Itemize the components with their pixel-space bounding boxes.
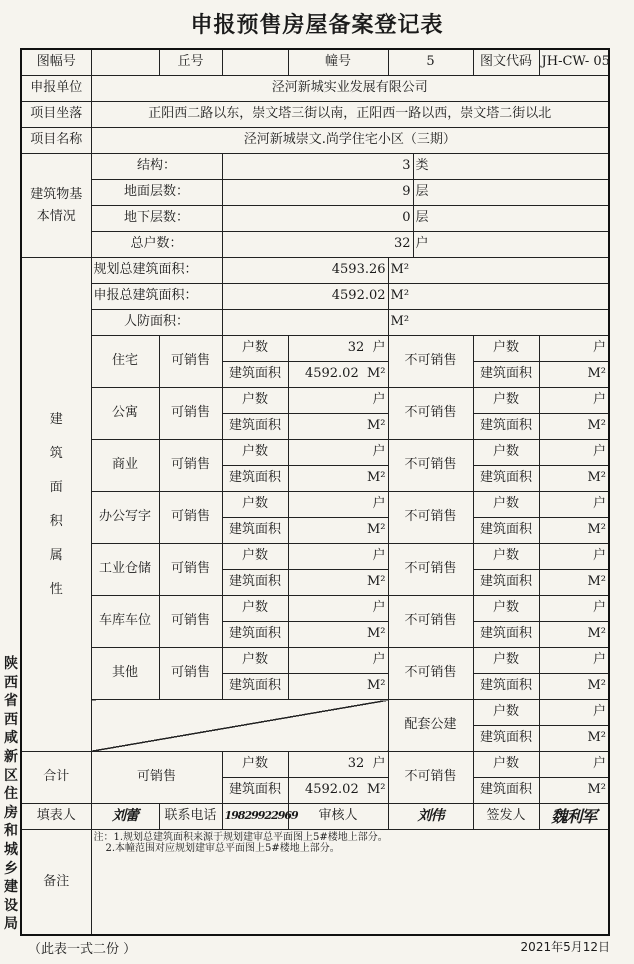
hill-no-label: 丘号 [159,49,222,76]
issuer-label: 签发人 [473,804,539,830]
code-label: 图文代码 [473,49,539,76]
structure-label: 结构： [91,154,222,180]
filler-signature: 刘蕾 [91,804,159,830]
applicant-row [21,76,609,102]
planned-area-unit: M² [388,258,609,284]
unsellable-households: 户 [539,648,609,674]
civil-defense-row [21,310,609,336]
unsellable-label: 不可销售 [388,492,473,544]
category-row [21,544,609,570]
total-row [21,752,609,778]
category-row [21,492,609,518]
total-unsellable-households: 户 [539,752,609,778]
category-name: 公寓 [91,388,159,440]
unsellable-label: 不可销售 [388,440,473,492]
sellable-label: 可销售 [159,544,222,596]
sellable-area: M² [288,466,388,492]
remarks-row [21,830,609,936]
applicant-value: 泾河新城实业发展有限公司 [91,76,609,102]
area-label: 建筑面积 [473,518,539,544]
area-label: 建筑面积 [222,778,288,804]
facility-row [21,700,609,726]
code-value: JH-CW- 05 [539,49,609,76]
unsellable-area: M² [539,674,609,700]
sellable-area: M² [288,518,388,544]
above-floors-value: 9 [222,180,413,206]
unsellable-households: 户 [539,388,609,414]
applicant-label: 申报单位 [21,76,91,102]
project-name-label: 项目名称 [21,128,91,154]
sellable-area: M² [288,674,388,700]
area-label: 建筑面积 [222,362,288,388]
reviewer-signature: 刘伟 [388,804,473,830]
households-label: 户数 [473,544,539,570]
category-row [21,648,609,674]
area-label: 建筑面积 [222,570,288,596]
form-title: 申报预售房屋备案登记表 [190,13,444,38]
sellable-households: 户 [288,492,388,518]
facility-households: 户 [539,700,609,726]
location-row [21,102,609,128]
remarks-content [91,830,609,936]
sellable-label: 可销售 [159,336,222,388]
households-label: 户数 [222,544,288,570]
category-row [21,440,609,466]
area-attributes-label [21,258,91,752]
households-label: 户数 [473,752,539,778]
project-name-value: 泾河新城崇文.尚学住宅小区（三期） [91,128,609,154]
households-label: 户数 [222,648,288,674]
category-name: 住宅 [91,336,159,388]
unsellable-label: 不可销售 [388,336,473,388]
unsellable-households: 户 [539,440,609,466]
unsellable-label: 不可销售 [388,388,473,440]
below-floors-row [21,206,609,232]
sellable-households: 32 户 [288,336,388,362]
registration-table [20,48,610,936]
basic-info-label: 建筑物基本情况 [21,154,91,258]
households-label: 户数 [222,388,288,414]
unsellable-households: 户 [539,596,609,622]
above-floors-row [21,180,609,206]
area-label: 建筑面积 [473,726,539,752]
phone-value: 19829922969 [222,804,288,830]
sellable-label: 可销售 [159,440,222,492]
facility-area: M² [539,726,609,752]
declared-area-unit: M² [388,284,609,310]
area-label: 建筑面积 [473,414,539,440]
copies-note: （此表一式二份 ） [28,942,137,957]
total-area: 4592.02 M² [288,778,388,804]
households-label: 户数 [222,492,288,518]
sellable-households: 户 [288,388,388,414]
households-row [21,232,609,258]
remark-note-1: 注：1.规划总建筑面积来源于规划建审总平面图上5#楼地上部分。 [93,832,388,843]
sellable-label: 可销售 [159,648,222,700]
civil-defense-label: 人防面积： [91,310,222,336]
unsellable-area: M² [539,518,609,544]
unsellable-label: 不可销售 [388,596,473,648]
map-no-label: 图幅号 [21,49,91,76]
unsellable-area: M² [539,570,609,596]
households-label: 户数 [222,596,288,622]
unsellable-area: M² [539,622,609,648]
remarks-label: 备注 [21,830,91,936]
facility-label: 配套公建 [388,700,473,752]
category-row [21,596,609,622]
households-label: 户数 [473,492,539,518]
area-label: 建筑面积 [473,466,539,492]
area-label: 建筑面积 [222,674,288,700]
below-floors-value: 0 [222,206,413,232]
category-row [21,336,609,362]
sellable-label: 可销售 [159,596,222,648]
location-label: 项目坐落 [21,102,91,128]
households-unit: 户 [413,232,609,258]
project-name-row [21,128,609,154]
sellable-households: 户 [288,440,388,466]
unsellable-households: 户 [539,544,609,570]
total-unsellable-label: 不可销售 [388,752,473,804]
phone-label: 联系电话 [159,804,222,830]
location-value: 正阳西二路以东，崇文塔三街以南，正阳西一路以西，崇文塔二街以北 [91,102,609,128]
hill-no-value [222,49,288,76]
sellable-households: 户 [288,648,388,674]
households-label: 户数 [222,440,288,466]
unsellable-households: 户 [539,492,609,518]
signature-row [21,804,609,830]
issuer-signature: 魏利军 [539,804,609,830]
sellable-area: M² [288,622,388,648]
unsellable-label: 不可销售 [388,544,473,596]
reviewer-label: 审核人 [288,804,388,830]
civil-defense-value [222,310,388,336]
declared-area-value: 4592.02 [222,284,388,310]
structure-unit: 类 [413,154,609,180]
area-label: 建筑面积 [222,466,288,492]
building-no-label: 幢号 [288,49,388,76]
above-floors-unit: 层 [413,180,609,206]
sellable-area: 4592.02 M² [288,362,388,388]
declared-area-row [21,284,609,310]
above-floors-label: 地面层数： [91,180,222,206]
map-no-value [91,49,159,76]
category-row [21,388,609,414]
households-label: 户数 [222,336,288,362]
structure-row [21,154,609,180]
issuing-authority-label: 陕西省西咸新区住房和城乡建设局 [4,656,18,933]
category-name: 商业 [91,440,159,492]
area-label: 建筑面积 [222,414,288,440]
sellable-households: 户 [288,596,388,622]
unsellable-households: 户 [539,336,609,362]
households-value: 32 [222,232,413,258]
area-label: 建筑面积 [473,674,539,700]
header-row [21,49,609,76]
planned-area-label: 规划总建筑面积： [91,258,222,284]
total-sellable-label: 可销售 [91,752,222,804]
unsellable-area: M² [539,414,609,440]
households-label: 户数 [222,752,288,778]
unsellable-label: 不可销售 [388,648,473,700]
sellable-label: 可销售 [159,492,222,544]
planned-area-value: 4593.26 [222,258,388,284]
households-label: 户数 [473,700,539,726]
households-label: 户数 [473,648,539,674]
households-label: 户数 [473,388,539,414]
unsellable-area: M² [539,466,609,492]
households-label: 户数 [473,440,539,466]
area-label: 建筑面积 [473,622,539,648]
form-date: 2021年5月12日 [520,940,610,954]
sellable-households: 户 [288,544,388,570]
total-label: 合计 [21,752,91,804]
category-name: 车库车位 [91,596,159,648]
below-floors-label: 地下层数： [91,206,222,232]
total-households: 32 户 [288,752,388,778]
sellable-area: M² [288,570,388,596]
filler-label: 填表人 [21,804,91,830]
structure-value: 3 [222,154,413,180]
civil-defense-unit: M² [388,310,609,336]
category-name: 工业仓储 [91,544,159,596]
area-label: 建筑面积 [473,778,539,804]
category-name: 办公写字 [91,492,159,544]
area-label: 建筑面积 [473,362,539,388]
total-unsellable-area: M² [539,778,609,804]
sellable-label: 可销售 [159,388,222,440]
households-label: 户数 [473,336,539,362]
building-no-value: 5 [388,49,473,76]
area-label: 建筑面积 [222,518,288,544]
category-name: 其他 [91,648,159,700]
below-floors-unit: 层 [413,206,609,232]
area-label: 建筑面积 [473,570,539,596]
unsellable-area: M² [539,362,609,388]
sellable-area: M² [288,414,388,440]
remark-note-2: 2.本幢范围对应规划建审总平面图上5#楼地上部分。 [105,843,340,854]
households-label: 户数 [473,596,539,622]
planned-area-row [21,258,609,284]
area-label: 建筑面积 [222,622,288,648]
diagonal-blank-cell [91,700,388,752]
declared-area-label: 申报总建筑面积： [91,284,222,310]
area-attributes-text: 建筑面积属性 [49,411,63,597]
households-label: 总户数： [91,232,222,258]
